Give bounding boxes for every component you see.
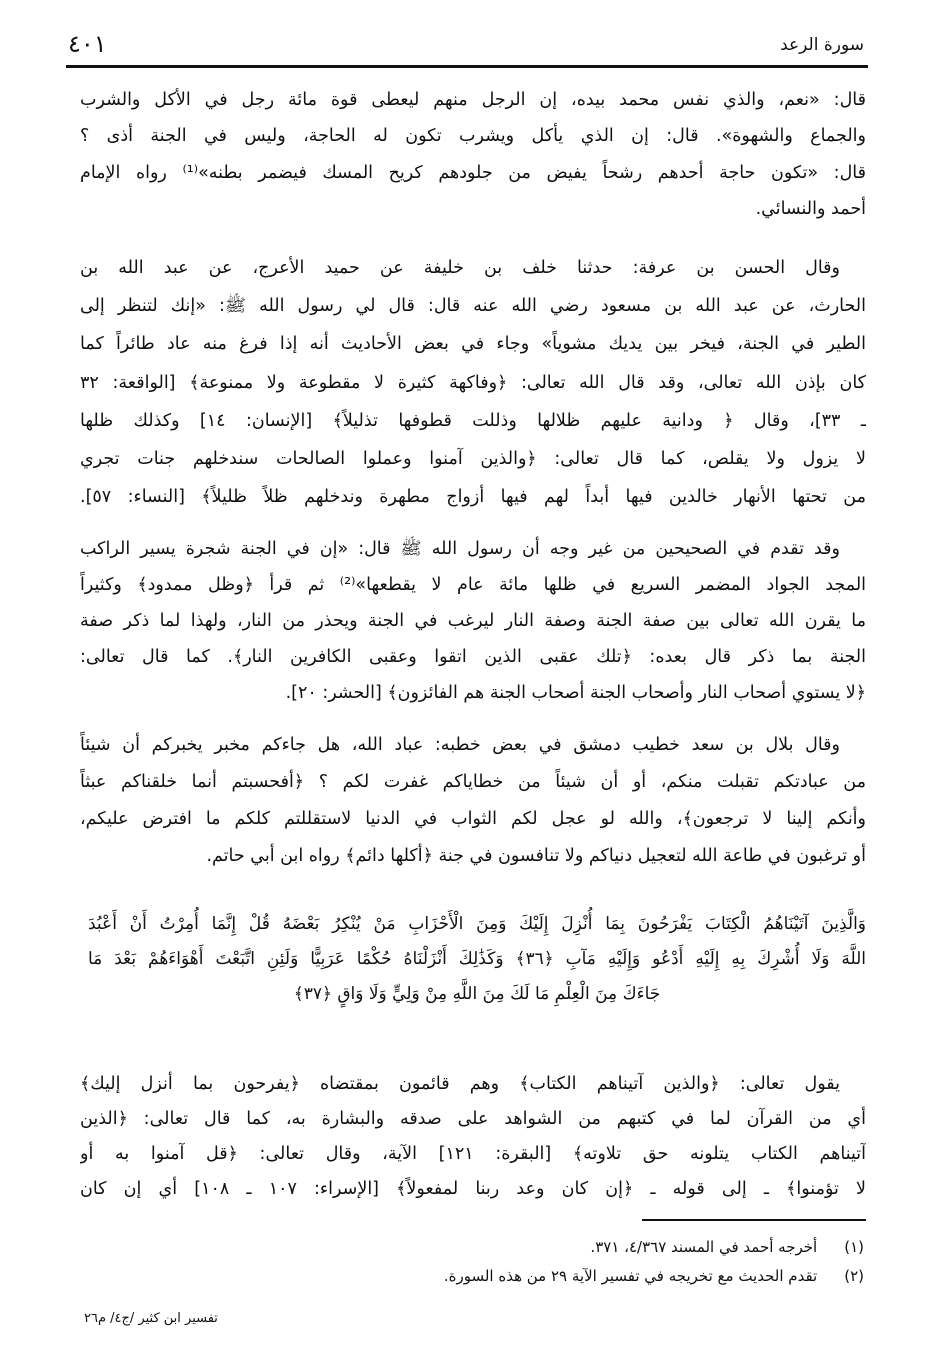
text-line: الجنة بما ذكر قال بعده: ﴿تلك عقبى الذين اتقوا وعقبى الكافرين النار﴾. كما قال تعالى: bbox=[80, 647, 866, 667]
text-line: وأنكم إلينا لا ترجعون﴾، والله لو عجل لكم الثواب في الدنيا لاستقللتم كلكم ما افترض عليكم، bbox=[80, 809, 866, 829]
text-line: لا يزول ولا يقلص، كما قال تعالى: ﴿والذين آمنوا وعملوا الصالحات سندخلهم جنات تجري bbox=[80, 448, 866, 469]
text-line: أو ترغبون في طاعة الله لتعجيل دنياكم ولا تنافسون في جنة ﴿أكلها دائم﴾ رواه ابن أبي حاتم. bbox=[206, 846, 866, 866]
text-line: ﴿لا يستوي أصحاب النار وأصحاب الجنة أصحاب الجنة هم الفائزون﴾ [الحشر: ٢٠]. bbox=[285, 683, 866, 703]
header-rule bbox=[66, 65, 868, 68]
text-line: اللَّهَ وَلَا أُشْرِكَ بِهِ إِلَيْهِ أَدْعُو وَإِلَيْهِ مَآبِ ﴿٣٦﴾ وَكَذَٰلِكَ أَنْزَلْنَاهُ حُكْمًا عَرَبِيًّا وَلَئِنِ اتَّبَعْتَ أَهْوَاءَهُمْ بَعْدَ مَا bbox=[88, 949, 866, 969]
paragraph-hasan-ibn-arafa bbox=[80, 249, 866, 516]
text-line: قال: «نعم، والذي نفس محمد بيده، إن الرجل منهم ليعطى قوة مائة رجل في الأكل والشرب bbox=[80, 90, 866, 110]
paragraph-hadith-1 bbox=[80, 82, 866, 227]
text-line: وَالَّذِينَ آتَيْنَاهُمُ الْكِتَابَ يَفْرَحُونَ بِمَا أُنْزِلَ إِلَيْكَ وَمِنَ الْأَحْزَابِ مَنْ يُنْكِرُ بَعْضَهُ قُلْ إِنَّمَا أُمِرْتُ أَنْ أَعْبُدَ bbox=[88, 914, 866, 934]
text-line: الطير في الجنة، فيخر بين يديك مشوياً» وجاء في بعض الأحاديث أنه إذا فرغ منه عاد طائراً كما bbox=[80, 334, 866, 355]
text-line: جَاءَكَ مِنَ الْعِلْمِ مَا لَكَ مِنَ اللَّهِ مِنْ وَلِيٍّ وَلَا وَاقٍ ﴿٣٧﴾ bbox=[293, 984, 661, 1004]
text-line: المجد الجواد المضمر السريع في ظلها مائة عام لا يقطعها»⁽²⁾ ثم قرأ ﴿وظل ممدود﴾ وكثيراً bbox=[80, 575, 866, 595]
footnote-1 bbox=[590, 1238, 864, 1256]
paragraph-bilal-ibn-saad bbox=[80, 727, 866, 875]
footnote-text: أخرجه أحمد في المسند ٤/٣٦٧، ٣٧١. bbox=[590, 1238, 818, 1256]
text-line: وقال بلال بن سعد خطيب دمشق في بعض خطبه: عباد الله، هل جاءكم مخبر يخبركم أن شيئاً bbox=[80, 735, 840, 755]
paragraph-sahihayn bbox=[80, 531, 866, 711]
footnote-text: تقدم الحديث مع تخريجه في تفسير الآية ٢٩ من هذه السورة. bbox=[443, 1267, 818, 1285]
text-line: قال: «تكون حاجة أحدهم رشحاً يفيض من جلودهم كريح المسك فيضمر بطنه»⁽¹⁾ رواه الإمام bbox=[80, 162, 866, 183]
text-line: كان بإذن الله تعالى، وقد قال الله تعالى: ﴿وفاكهة كثيرة لا مقطوعة ولا ممنوعة﴾ [الواقعة: ٣٢ bbox=[80, 372, 866, 393]
text-line: أي من القرآن لما في كتبهم من الشواهد على صدقه والبشارة به، كما قال تعالى: ﴿الذين bbox=[80, 1109, 866, 1129]
text-line: وقال الحسن بن عرفة: حدثنا خلف بن خليفة عن حميد الأعرج، عن عبد الله بن bbox=[80, 258, 840, 278]
footnote-rule bbox=[642, 1219, 866, 1221]
text-line: من تحتها الأنهار خالدين فيها أبداً لهم فيها أزواج مطهرة وندخلهم ظلاً ظليلاً﴾ [النساء: ٥٧]. bbox=[80, 487, 866, 508]
footnote-number: (٢) bbox=[844, 1267, 864, 1285]
text-line: يقول تعالى: ﴿والذين آتيناهم الكتاب﴾ وهم قائمون بمقتضاه ﴿يفرحون بما أنزل إليك﴾ bbox=[80, 1074, 840, 1094]
text-line: وقد تقدم في الصحيحين من غير وجه أن رسول الله ﷺ قال: «إن في الجنة شجرة يسير الراكب bbox=[80, 539, 840, 559]
paragraph-tafsir bbox=[80, 1067, 866, 1207]
footnote-number: (١) bbox=[844, 1238, 864, 1256]
footnote-2 bbox=[444, 1267, 864, 1285]
quran-verses bbox=[88, 907, 866, 1012]
text-line: لا تؤمنوا﴾ ـ إلى قوله ـ ﴿إن كان وعد ربنا لمفعولاً﴾ [الإسراء: ١٠٧ ـ ١٠٨] أي إن كان bbox=[80, 1179, 866, 1199]
text-line: والجماع والشهوة». قال: إن الذي يأكل ويشرب تكون له الحاجة، وليس في الجنة أذى ؟ bbox=[80, 126, 866, 147]
page-number: ٤٠١ bbox=[68, 30, 107, 58]
surah-title: سورة الرعد bbox=[780, 35, 864, 55]
text-line: الحارث، عن عبد الله بن مسعود رضي الله عنه قال: قال لي رسول الله ﷺ: «إنك لتنظر إلى bbox=[80, 296, 866, 317]
text-line: من عبادتكم تقبلت منكم، أو أن شيئاً من خطاياكم غفرت لكم ؟ ﴿أفحسبتم أنما خلقناكم عبثاً bbox=[80, 772, 866, 792]
text-line: ـ ٣٣]، وقال ﴿ ودانية عليهم ظلالها وذللت قطوفها تذليلاً﴾ [الإنسان: ١٤] وكذلك ظلها bbox=[80, 410, 866, 431]
text-line: أحمد والنسائي. bbox=[755, 198, 866, 219]
text-line: آتيناهم الكتاب يتلونه حق تلاوته﴾ [البقرة: ١٢١] الآية، وقال تعالى: ﴿قل آمنوا به أو bbox=[80, 1144, 866, 1164]
printer-signature: تفسير ابن كثير /ج٤/ م٢٦ bbox=[84, 1311, 218, 1326]
text-line: ما يقرن الله تعالى بين صفة الجنة وصفة النار ليرغب في الجنة ويحذر من النار، ولهذا لما ذكر صفة bbox=[80, 611, 866, 631]
